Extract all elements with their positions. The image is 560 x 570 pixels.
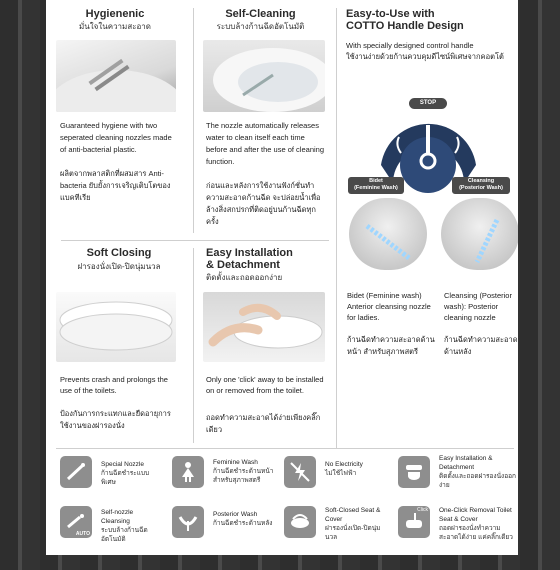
bidet-text-th: ก้านฉีดทำความสะอาดด้านหน้า สำหรับสุภาพสตรี bbox=[347, 335, 435, 356]
auto-badge: AUTO bbox=[75, 531, 90, 537]
one-click-icon bbox=[398, 506, 430, 538]
posterior-icon bbox=[172, 506, 204, 538]
soft-closing-section bbox=[54, 247, 184, 272]
cleansing-label-line1: Cleansing bbox=[467, 178, 495, 184]
feature-en: No Electricity bbox=[325, 461, 363, 468]
hands-removing-seat-illustration bbox=[203, 292, 325, 362]
feminine-icon bbox=[172, 456, 204, 488]
feature-en: Soft-Closed Seat & Cover bbox=[325, 507, 381, 523]
self-cleaning-section bbox=[198, 8, 323, 32]
cleansing-nozzle-image bbox=[441, 198, 518, 270]
toilet-seat-illustration bbox=[56, 292, 176, 362]
nozzle-icon bbox=[60, 456, 92, 488]
feature-th: ก้านฉีดชำระแบบพิเศษ bbox=[101, 470, 150, 486]
self-cleaning-text-en: The nozzle automatically releases water to clean itself each time before and after the use of cleaning function. bbox=[206, 121, 325, 166]
bidet-label-line1: Bidet bbox=[369, 178, 383, 184]
easy-use-text-th: ใช้งานง่ายด้วยก้านควบคุมดีไซน์พิเศษจากคอตโต้ bbox=[346, 52, 504, 61]
feature-en: Easy Installation & Detachment bbox=[439, 455, 493, 471]
hygienic-title-th: มั่นใจในความสะอาด bbox=[79, 22, 151, 31]
feature-th: ก้านฉีดชำระด้านหน้า สำหรับสุภาพสตรี bbox=[213, 468, 274, 484]
feature-no-electricity bbox=[325, 460, 387, 478]
feature-th: ไม่ใช้ไฟฟ้า bbox=[325, 470, 357, 477]
soft-closing-text-en: Prevents crash and prolongs the use of the toilets. bbox=[60, 375, 168, 395]
feature-th: ก้านฉีดชำระด้านหลัง bbox=[213, 520, 273, 527]
install-icon bbox=[398, 456, 430, 488]
bidet-label bbox=[348, 177, 404, 194]
feature-easy-installation bbox=[439, 454, 517, 490]
bidet-nozzle-image bbox=[349, 198, 427, 270]
hygienic-text-en: Guaranteed hygiene with two seperated cleaning nozzles made of anti-bacterial plastic. bbox=[60, 121, 172, 154]
easy-use-title-2: COTTO Handle Design bbox=[346, 20, 464, 32]
feature-posterior-wash bbox=[213, 510, 283, 528]
self-cleaning-text-th: ก่อนและหลังการใช้งานฟังก์ชั่นทำความสะอาดก้านฉีด จะปล่อยน้ำเพื่อล้างสิ่งสกปรกที่ติดอยู่บนก้านฉีดทุกครั้ง bbox=[206, 181, 321, 226]
divider bbox=[193, 248, 194, 443]
feature-feminine-wash bbox=[213, 458, 285, 485]
easy-use-title-1: Easy-to-Use with bbox=[346, 8, 435, 20]
easy-install-title-2: & Detachment bbox=[206, 259, 280, 271]
feature-soft-closed-seat bbox=[325, 506, 387, 542]
soft-closing-title-th: ฝารองนั่งเปิด-ปิดนุ่มนวล bbox=[77, 262, 161, 271]
easy-install-section bbox=[206, 247, 331, 283]
water-spray-illustration bbox=[441, 198, 518, 270]
feature-en: Posterior Wash bbox=[213, 511, 258, 518]
hygienic-title: Hygienenic bbox=[85, 8, 145, 20]
product-sheet bbox=[46, 0, 518, 555]
toilet-bowl-illustration bbox=[203, 40, 325, 112]
self-clean-icon bbox=[60, 506, 92, 538]
easy-install-image bbox=[203, 292, 325, 362]
feature-special-nozzle bbox=[101, 460, 161, 487]
cleansing-text-th: ก้านฉีดทำความสะอาดด้านหลัง bbox=[444, 335, 518, 356]
easy-use-text-en: With specially designed control handle bbox=[346, 41, 474, 50]
feature-en: Special Nozzle bbox=[101, 461, 144, 468]
soft-closing-text-th: ป้องกันการกระแทกและยืดอายุการใช้งานของฝารองนั่ง bbox=[60, 409, 171, 430]
feature-one-click-removal bbox=[439, 506, 517, 542]
click-badge: Click bbox=[417, 507, 428, 513]
easy-install-text-en: Only one 'click' away to be installed on or removed from the toilet. bbox=[206, 375, 324, 395]
self-cleaning-title-th: ระบบล้างก้านฉีดอัตโนมัติ bbox=[216, 22, 305, 31]
feature-en: Self-nozzle Cleansing bbox=[101, 509, 134, 525]
cleansing-label-line2: (Posterior Wash) bbox=[459, 185, 503, 191]
divider bbox=[61, 240, 329, 241]
feature-th: ติดตั้งและถอดฝารองนั่งออกง่าย bbox=[439, 473, 516, 489]
easy-install-text-th: ถอดทำความสะอาดได้ง่ายเพียงคลิ๊ก เดียว bbox=[206, 413, 321, 434]
divider bbox=[56, 448, 514, 449]
water-spray-illustration bbox=[349, 198, 427, 270]
hygienic-image bbox=[56, 40, 176, 112]
feature-en: Feminine Wash bbox=[213, 459, 258, 466]
easy-install-title-1: Easy Installation bbox=[206, 247, 293, 259]
easy-install-title-th: ติดตั้งและถอดออกง่าย bbox=[206, 273, 283, 282]
cleansing-label bbox=[452, 177, 510, 194]
divider bbox=[336, 8, 337, 448]
self-cleaning-image bbox=[203, 40, 325, 112]
soft-close-icon bbox=[284, 506, 316, 538]
feature-th: ระบบล้างก้านฉีดอัตโนมัติ bbox=[101, 527, 148, 543]
handle-diagram bbox=[346, 95, 511, 195]
feature-th: ถอดฝารองนั่งทำความสะอาดได้ง่าย แค่คลิ๊กเดียว bbox=[439, 525, 513, 541]
bidet-label-line2: (Feminine Wash) bbox=[354, 185, 398, 191]
soft-closing-image bbox=[56, 292, 176, 362]
hygienic-text-th: ผลิตจากพลาสติกที่ผสมสาร Anti-bacteria ยับยั้งการเจริญเติบโตของแบคทีเรีย bbox=[60, 169, 171, 202]
feature-self-nozzle-cleansing bbox=[101, 508, 163, 544]
soft-closing-title: Soft Closing bbox=[86, 247, 152, 259]
feature-th: ฝารองนั่งเปิด-ปิดนุ่มนวล bbox=[325, 525, 381, 541]
cleansing-text-en: Cleansing (Posterior wash): Posterior cleaning nozzle bbox=[444, 291, 512, 322]
hygienic-section bbox=[54, 8, 176, 32]
easy-use-section bbox=[346, 8, 511, 62]
self-cleaning-title: Self-Cleaning bbox=[225, 8, 296, 20]
stop-label: STOP bbox=[409, 98, 447, 109]
feature-en: One-Click Removal Toilet Seat & Cover bbox=[439, 507, 512, 523]
bidet-text-en: Bidet (Feminine wash) Anterior cleansing nozzle for ladies. bbox=[347, 291, 431, 322]
divider bbox=[193, 8, 194, 233]
no-electricity-icon bbox=[284, 456, 316, 488]
nozzle-closeup-illustration bbox=[56, 40, 176, 112]
